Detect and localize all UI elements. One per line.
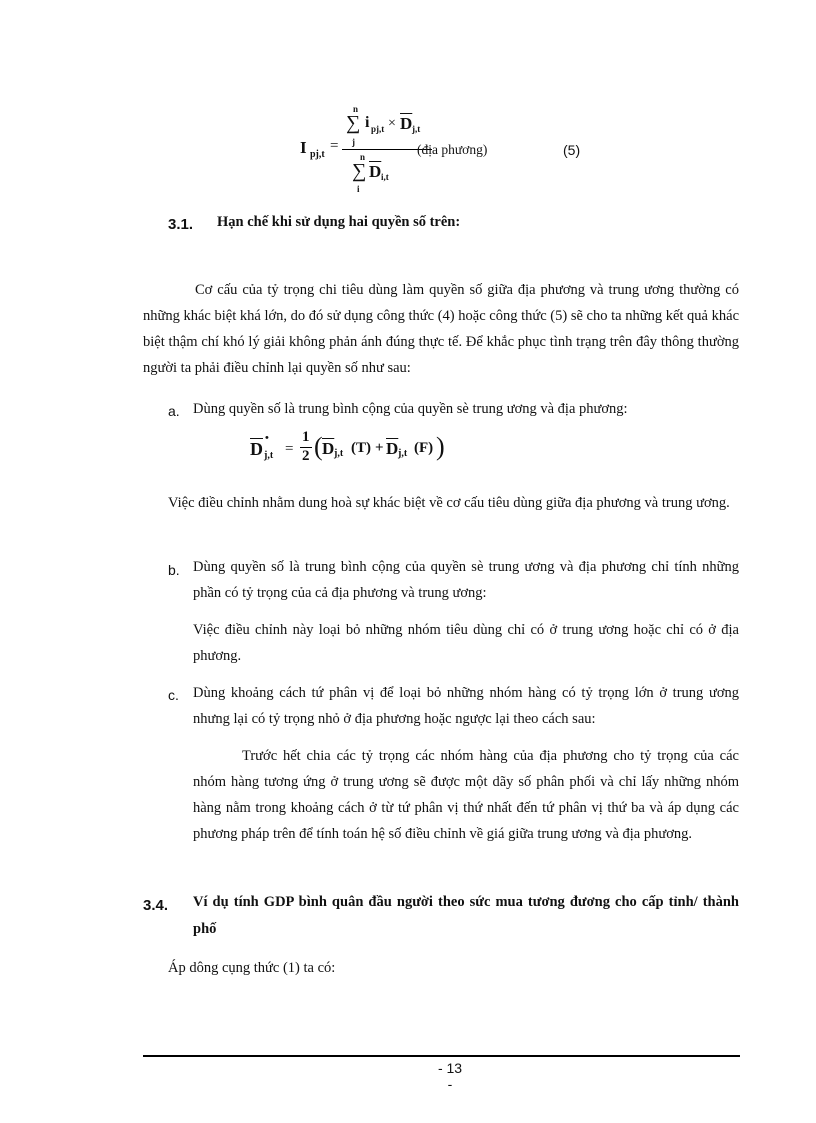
denominator-sigma: ∑ (352, 160, 367, 182)
formula-a-t2-subscript: j,t (398, 448, 408, 459)
numerator-sum-upper: n (353, 104, 359, 114)
formula-a-t2-arg: (F) (414, 440, 434, 456)
page-number: - 13 (437, 1060, 463, 1076)
section-number: 3.4. (143, 897, 169, 914)
numerator-i: i (365, 114, 370, 131)
formula-note: (địa phương) (417, 142, 488, 157)
formula-a-t2-D: $\overline{D}$ (386, 439, 399, 458)
denominator-D: $\overline{D}$ (369, 162, 382, 181)
formula-a-D: $\overline{D}$ (250, 439, 263, 459)
list-item-text: Dùng quyền số là trung bình cộng của quyền sè trung ương và địa phương: (193, 401, 628, 417)
formula-lhs-subscript: pj,t (310, 149, 325, 160)
formula-a-t1-D: $\overline{D}$ (322, 439, 335, 458)
page-number-dash: - (447, 1076, 453, 1092)
formula-a-open-paren: ( (314, 432, 323, 461)
list-item-letter: c. (168, 687, 179, 703)
list-item-note: Trước hết chia các tỷ trọng các nhóm hàng của địa phương cho tỷ trọng của các nhóm hàng tương ứng ở trung ương sẽ được một dãy số phân phối và chỉ lấy những nhóm hàng nằm trong khoảng cách ở từ tứ phân vị thứ nhất đến tứ phân vị thứ ba và áp dụng các phương pháp trên để tính toán hệ số điều chỉnh về giá giữa trung ương và địa phương. (193, 748, 739, 842)
formula-number: (5) (563, 142, 581, 158)
adjustment-paragraph: Việc điều chỉnh nhằm dung hoà sự khác biệt về cơ cấu tiêu dùng giữa địa phương và trung ương. (168, 495, 730, 511)
formula-a-t1-arg: (T) (351, 440, 371, 456)
denominator-sum-upper: n (360, 152, 366, 162)
formula-a-plus: + (375, 440, 384, 456)
section-title: Ví dụ tính GDP bình quân đầu người theo sức mua tương đương cho cấp tỉnh/ thành phố (193, 894, 739, 937)
formula-lhs: I (300, 138, 307, 157)
formula-a-close-paren: ) (436, 432, 445, 461)
numerator-sigma: ∑ (346, 112, 361, 134)
apply-formula-line: Áp dông cụng thức (1) ta có: (168, 960, 336, 976)
list-item-note: Việc điều chỉnh này loại bỏ những nhóm tiêu dùng chỉ có ở trung ương hoặc chỉ có ở địa phương. (193, 622, 739, 664)
numerator-times: × (388, 116, 396, 131)
formula-equals: = (330, 138, 339, 154)
intro-paragraph: Cơ cấu của tỷ trọng chi tiêu dùng làm quyền số giữa địa phương và trung ương thường có những khác biệt khá lớn, do đó sử dụng công thức (4) hoặc công thức (5) sẽ cho ta những kết quả khác biệt thậm chí khó lý giải không phản ánh đúng thực tế. Để khắc phục tình trạng trên đây thông thường người ta phải điều chỉnh lại quyền số như sau: (143, 282, 739, 376)
denominator-sum-lower: i (357, 184, 360, 194)
formula-a-equals: = (285, 441, 294, 457)
section-number: 3.1. (168, 216, 194, 233)
footer-divider (143, 1055, 740, 1057)
formula-a-frac-num: 1 (302, 429, 310, 445)
formula-5 (290, 100, 610, 195)
numerator-D: $\overline{D}$ (400, 114, 413, 133)
list-item-letter: a. (168, 403, 180, 419)
denominator-D-subscript: i,t (381, 172, 389, 182)
list-item-text: Dùng khoảng cách tứ phân vị để loại bỏ những nhóm hàng có tỷ trọng lớn ở trung ương nhưng lại có tỷ trọng nhỏ ở địa phương hoặc ngược lại theo cách sau: (193, 685, 739, 727)
formula-average-weight (250, 430, 450, 470)
numerator-i-subscript: pj,t (371, 124, 385, 134)
formula-a-frac-den: 2 (302, 448, 310, 464)
formula-a-star: • (265, 432, 269, 444)
list-item-letter: b. (168, 562, 180, 578)
formula-a-t1-subscript: j,t (334, 448, 344, 459)
list-item-text: Dùng quyền số là trung bình cộng của quyền sè trung ương và địa phương chỉ tính những phần có tỷ trọng của cả địa phương và trung ương: (193, 559, 739, 601)
numerator-D-subscript: j,t (412, 124, 421, 134)
section-title: Hạn chế khi sử dụng hai quyền số trên: (217, 214, 461, 230)
numerator-sum-lower: j (352, 137, 355, 147)
formula-a-D-subscript: j,t (264, 450, 274, 461)
